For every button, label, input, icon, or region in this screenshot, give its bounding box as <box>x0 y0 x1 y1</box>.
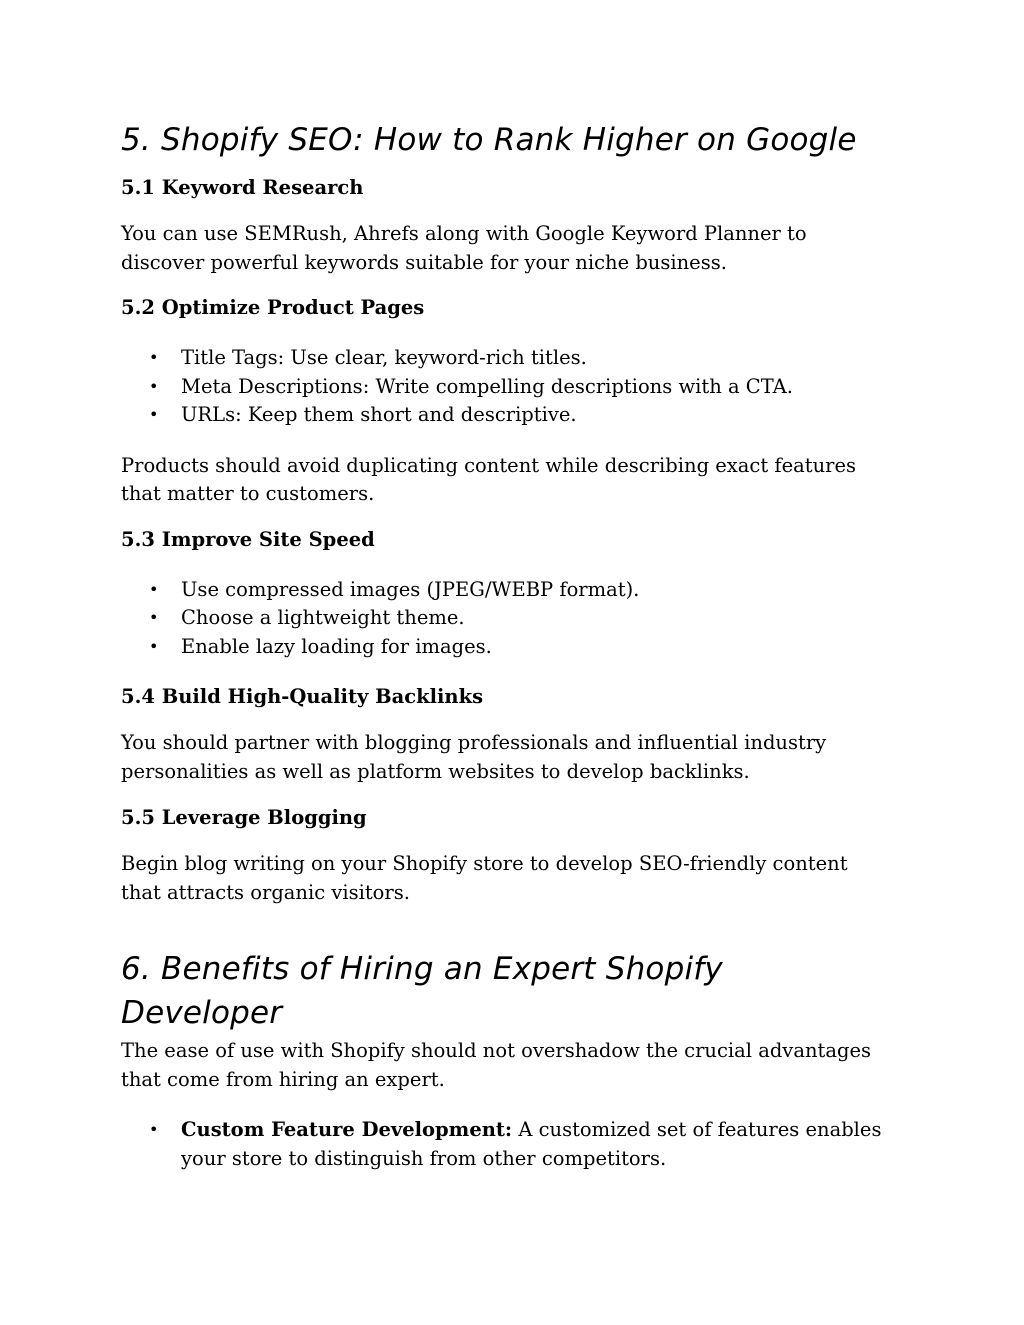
section-5-title: 5. Shopify SEO: How to Rank Higher on Google <box>121 122 857 158</box>
bullet-icon: • <box>149 376 159 396</box>
list-item: • URLs: Keep them short and descriptive. <box>121 401 911 430</box>
list-item: • Meta Descriptions: Write compelling descriptions with a CTA. <box>121 373 911 402</box>
list-6 <box>121 1116 911 1173</box>
list-item: • Use compressed images (JPEG/WEBP format). <box>121 576 911 605</box>
bullet-icon: • <box>149 636 159 656</box>
heading-5-5: 5.5 Leverage Blogging <box>121 806 367 829</box>
paragraph-5-5: Begin blog writing on your Shopify store to develop SEO-friendly content that attracts organic visitors. <box>121 852 848 904</box>
heading-5-2: 5.2 Optimize Product Pages <box>121 296 425 319</box>
bullet-icon: • <box>149 579 159 599</box>
bullet-icon: • <box>149 1120 159 1139</box>
heading-5-3: 5.3 Improve Site Speed <box>121 527 375 551</box>
paragraph-5-4: You should partner with blogging professionals and influential industry personalities as well as platform websites to develop backlinks. <box>121 731 827 783</box>
document-page <box>121 118 911 1173</box>
paragraph-5-2: Products should avoid duplicating content while describing exact features that matter to customers. <box>121 453 857 505</box>
heading-5-1: 5.1 Keyword Research <box>121 176 364 199</box>
list-5-2 <box>121 344 911 430</box>
bullet-icon: • <box>149 608 159 627</box>
heading-5-4: 5.4 Build High-Quality Backlinks <box>121 685 484 708</box>
section-6-title: 6. Benefits of Hiring an Expert Shopify Developer <box>121 951 723 1031</box>
list-item: • Custom Feature Development: A customized set of features enables your store to distinguish from other competitors. <box>149 1118 882 1170</box>
bullet-icon: • <box>149 405 159 424</box>
paragraph-6-intro: The ease of use with Shopify should not overshadow the crucial advantages that come from hiring an expert. <box>121 1039 871 1091</box>
bullet-icon: • <box>149 348 159 367</box>
list-5-3 <box>121 576 911 662</box>
paragraph-5-1: You can use SEMRush, Ahrefs along with Google Keyword Planner to discover powerful keywords suitable for your niche business. <box>121 222 807 274</box>
list-item: • Title Tags: Use clear, keyword-rich titles. <box>121 344 911 373</box>
list-item: • Enable lazy loading for images. <box>121 633 911 662</box>
list-item: • Choose a lightweight theme. <box>121 604 911 633</box>
